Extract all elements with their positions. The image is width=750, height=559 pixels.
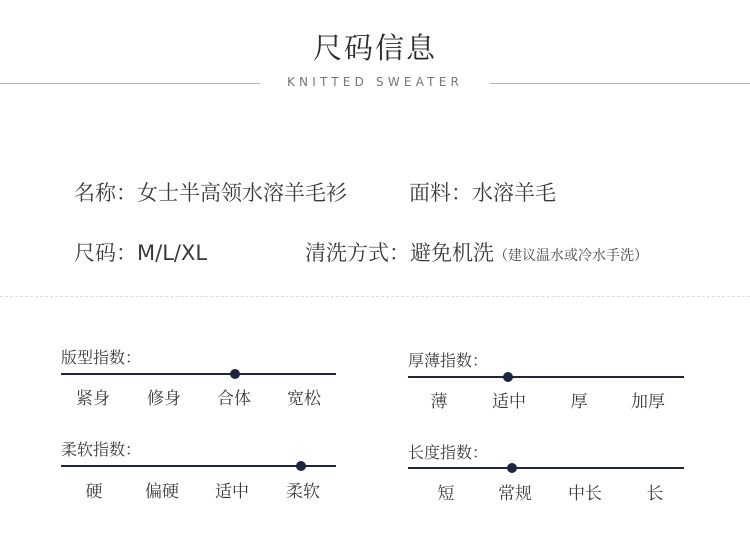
softness-option: 硬 bbox=[85, 482, 103, 502]
section-divider bbox=[0, 296, 750, 297]
length-index-scale bbox=[408, 467, 684, 469]
wash-method-note: （建议温水或冷水手洗） bbox=[494, 248, 648, 264]
length-option: 长 bbox=[646, 484, 664, 504]
softness-option: 柔软 bbox=[286, 482, 320, 502]
fit-index-scale bbox=[61, 373, 336, 375]
fit-index-label: 版型指数： bbox=[61, 348, 142, 367]
fit-option: 紧身 bbox=[76, 389, 110, 409]
softness-option: 偏硬 bbox=[145, 482, 179, 502]
length-option: 中长 bbox=[568, 484, 602, 504]
product-name: 名称：女士半高领水溶羊毛衫 bbox=[74, 181, 347, 205]
thickness-option: 厚 bbox=[570, 392, 588, 412]
softness-option: 适中 bbox=[215, 482, 249, 502]
length-index-marker bbox=[507, 463, 517, 473]
softness-index-label: 柔软指数： bbox=[61, 440, 142, 459]
wash-method-text: 清洗方式：避免机洗 bbox=[305, 241, 494, 265]
thickness-option: 加厚 bbox=[631, 392, 665, 412]
thickness-option: 薄 bbox=[430, 392, 448, 412]
length-index-label: 长度指数： bbox=[408, 443, 489, 462]
thickness-option: 适中 bbox=[492, 392, 526, 412]
title-divider-left bbox=[0, 83, 260, 84]
product-size: 尺码：M/L/XL bbox=[74, 241, 208, 265]
page-subtitle: KNITTED SWEATER bbox=[286, 75, 464, 89]
product-fabric: 面料：水溶羊毛 bbox=[409, 181, 556, 205]
fit-index-marker bbox=[230, 369, 240, 379]
thickness-index-marker bbox=[503, 372, 513, 382]
thickness-index-label: 厚薄指数： bbox=[408, 351, 489, 370]
length-option: 短 bbox=[437, 484, 455, 504]
page-title: 尺码信息 bbox=[312, 31, 437, 65]
thickness-index-scale bbox=[408, 376, 684, 378]
fit-option: 合体 bbox=[217, 389, 251, 409]
title-divider-right bbox=[490, 83, 750, 84]
wash-method bbox=[305, 237, 648, 267]
fit-option: 宽松 bbox=[287, 389, 321, 409]
fit-option: 修身 bbox=[147, 389, 181, 409]
softness-index-marker bbox=[296, 461, 306, 471]
softness-index-scale bbox=[61, 465, 336, 467]
length-option: 常规 bbox=[498, 484, 532, 504]
